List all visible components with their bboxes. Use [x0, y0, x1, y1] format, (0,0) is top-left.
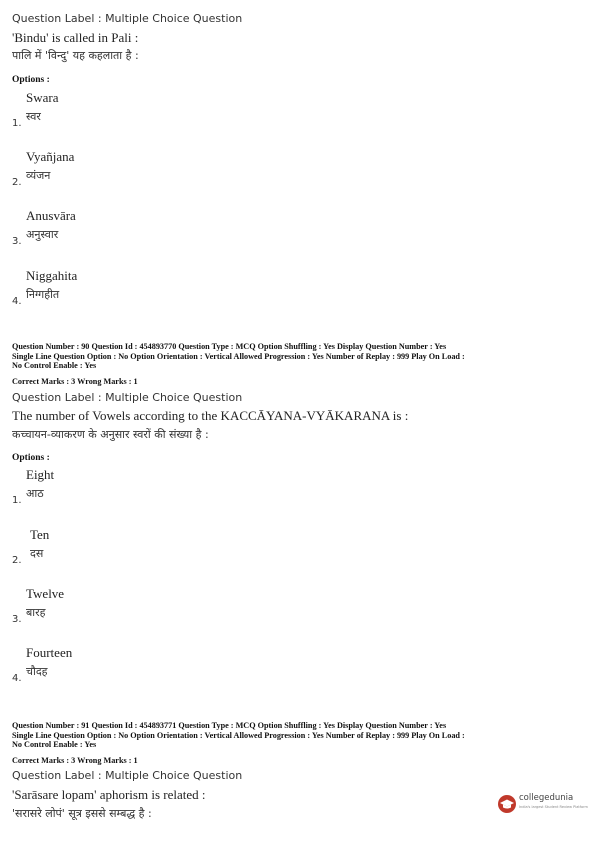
option-text-hi: बारह: [26, 606, 46, 619]
marks-line: Correct Marks : 3 Wrong Marks : 1: [12, 756, 138, 765]
meta-line: Question Number : 90 Question Id : 454893770 Question Type : MCQ Option Shuffling : Yes Display Question Number : Yes: [12, 342, 447, 351]
option-text-en: Vyañjana: [26, 149, 75, 164]
option-text-hi: अनुस्वार: [26, 228, 59, 241]
question-text-hi: पालि में 'विन्दु' यह कहलाता है :: [12, 49, 139, 62]
option-number: 4.: [12, 296, 22, 307]
question-text-en: The number of Vowels according to the KACCĀYANA-VYĀKARANA is :: [12, 408, 409, 423]
question-meta: [12, 721, 587, 750]
option-number: 3.: [12, 236, 22, 247]
meta-line: Question Number : 91 Question Id : 454893771 Question Type : MCQ Option Shuffling : Yes Display Question Number : Yes: [12, 721, 447, 730]
graduation-cap-icon: [497, 794, 517, 814]
option-number: 2.: [12, 177, 22, 188]
option-1: [12, 467, 312, 517]
meta-line: Single Line Question Option : No Option Orientation : Vertical Allowed Progression : Yes Number of Replay : 999 Play On Load :: [12, 730, 465, 740]
option-number: 2.: [12, 555, 22, 566]
option-2: [12, 527, 312, 577]
question-text-en: 'Sarāsare lopam' aphorism is related :: [12, 787, 206, 802]
options-label: Options :: [12, 453, 50, 463]
meta-line: No Control Enable : Yes: [12, 361, 97, 371]
option-text-en: Ten: [30, 527, 50, 542]
option-text-hi: दस: [30, 547, 44, 560]
option-3: [12, 208, 312, 258]
option-text-hi: स्वर: [26, 110, 41, 123]
meta-line: Single Line Question Option : No Option Orientation : Vertical Allowed Progression : Yes Number of Replay : 999 Play On Load :: [12, 351, 465, 361]
option-4: [12, 645, 312, 695]
option-text-en: Anusvāra: [26, 208, 76, 223]
question-label: Question Label : Multiple Choice Question: [12, 769, 243, 782]
option-text-en: Eight: [26, 467, 55, 482]
logo-tagline: India's largest Student Review Platform: [519, 805, 588, 809]
option-number: 4.: [12, 673, 22, 684]
question-meta: [12, 342, 587, 371]
options-label: Options :: [12, 75, 50, 85]
question-text-hi: 'सरासरे लोपं' सूत्र इससे सम्बद्ध है :: [12, 807, 152, 820]
logo-name: collegedunia: [519, 793, 574, 803]
option-text-en: Fourteen: [26, 645, 73, 660]
collegedunia-logo: [497, 790, 589, 816]
option-text-en: Niggahita: [26, 268, 78, 283]
option-number: 1.: [12, 495, 22, 506]
question-label: Question Label : Multiple Choice Question: [12, 12, 243, 25]
option-2: [12, 149, 312, 199]
option-3: [12, 586, 312, 636]
option-text-hi: व्यंजन: [26, 169, 51, 182]
option-number: 1.: [12, 118, 22, 129]
option-text-hi: चौदह: [26, 665, 48, 678]
meta-line: No Control Enable : Yes: [12, 740, 97, 750]
option-text-hi: आठ: [26, 487, 44, 500]
question-text-hi: कच्चायन-व्याकरण के अनुसार स्वरों की संख्या है :: [12, 428, 209, 441]
question-text-en: 'Bindu' is called in Pali :: [12, 30, 139, 45]
option-text-hi: निग्गहीत: [26, 288, 60, 301]
option-1: [12, 90, 312, 140]
marks-line: Correct Marks : 3 Wrong Marks : 1: [12, 377, 138, 386]
option-text-en: Twelve: [26, 586, 65, 601]
question-label: Question Label : Multiple Choice Question: [12, 391, 243, 404]
option-text-en: Swara: [26, 90, 59, 105]
option-number: 3.: [12, 614, 22, 625]
option-4: [12, 268, 312, 318]
